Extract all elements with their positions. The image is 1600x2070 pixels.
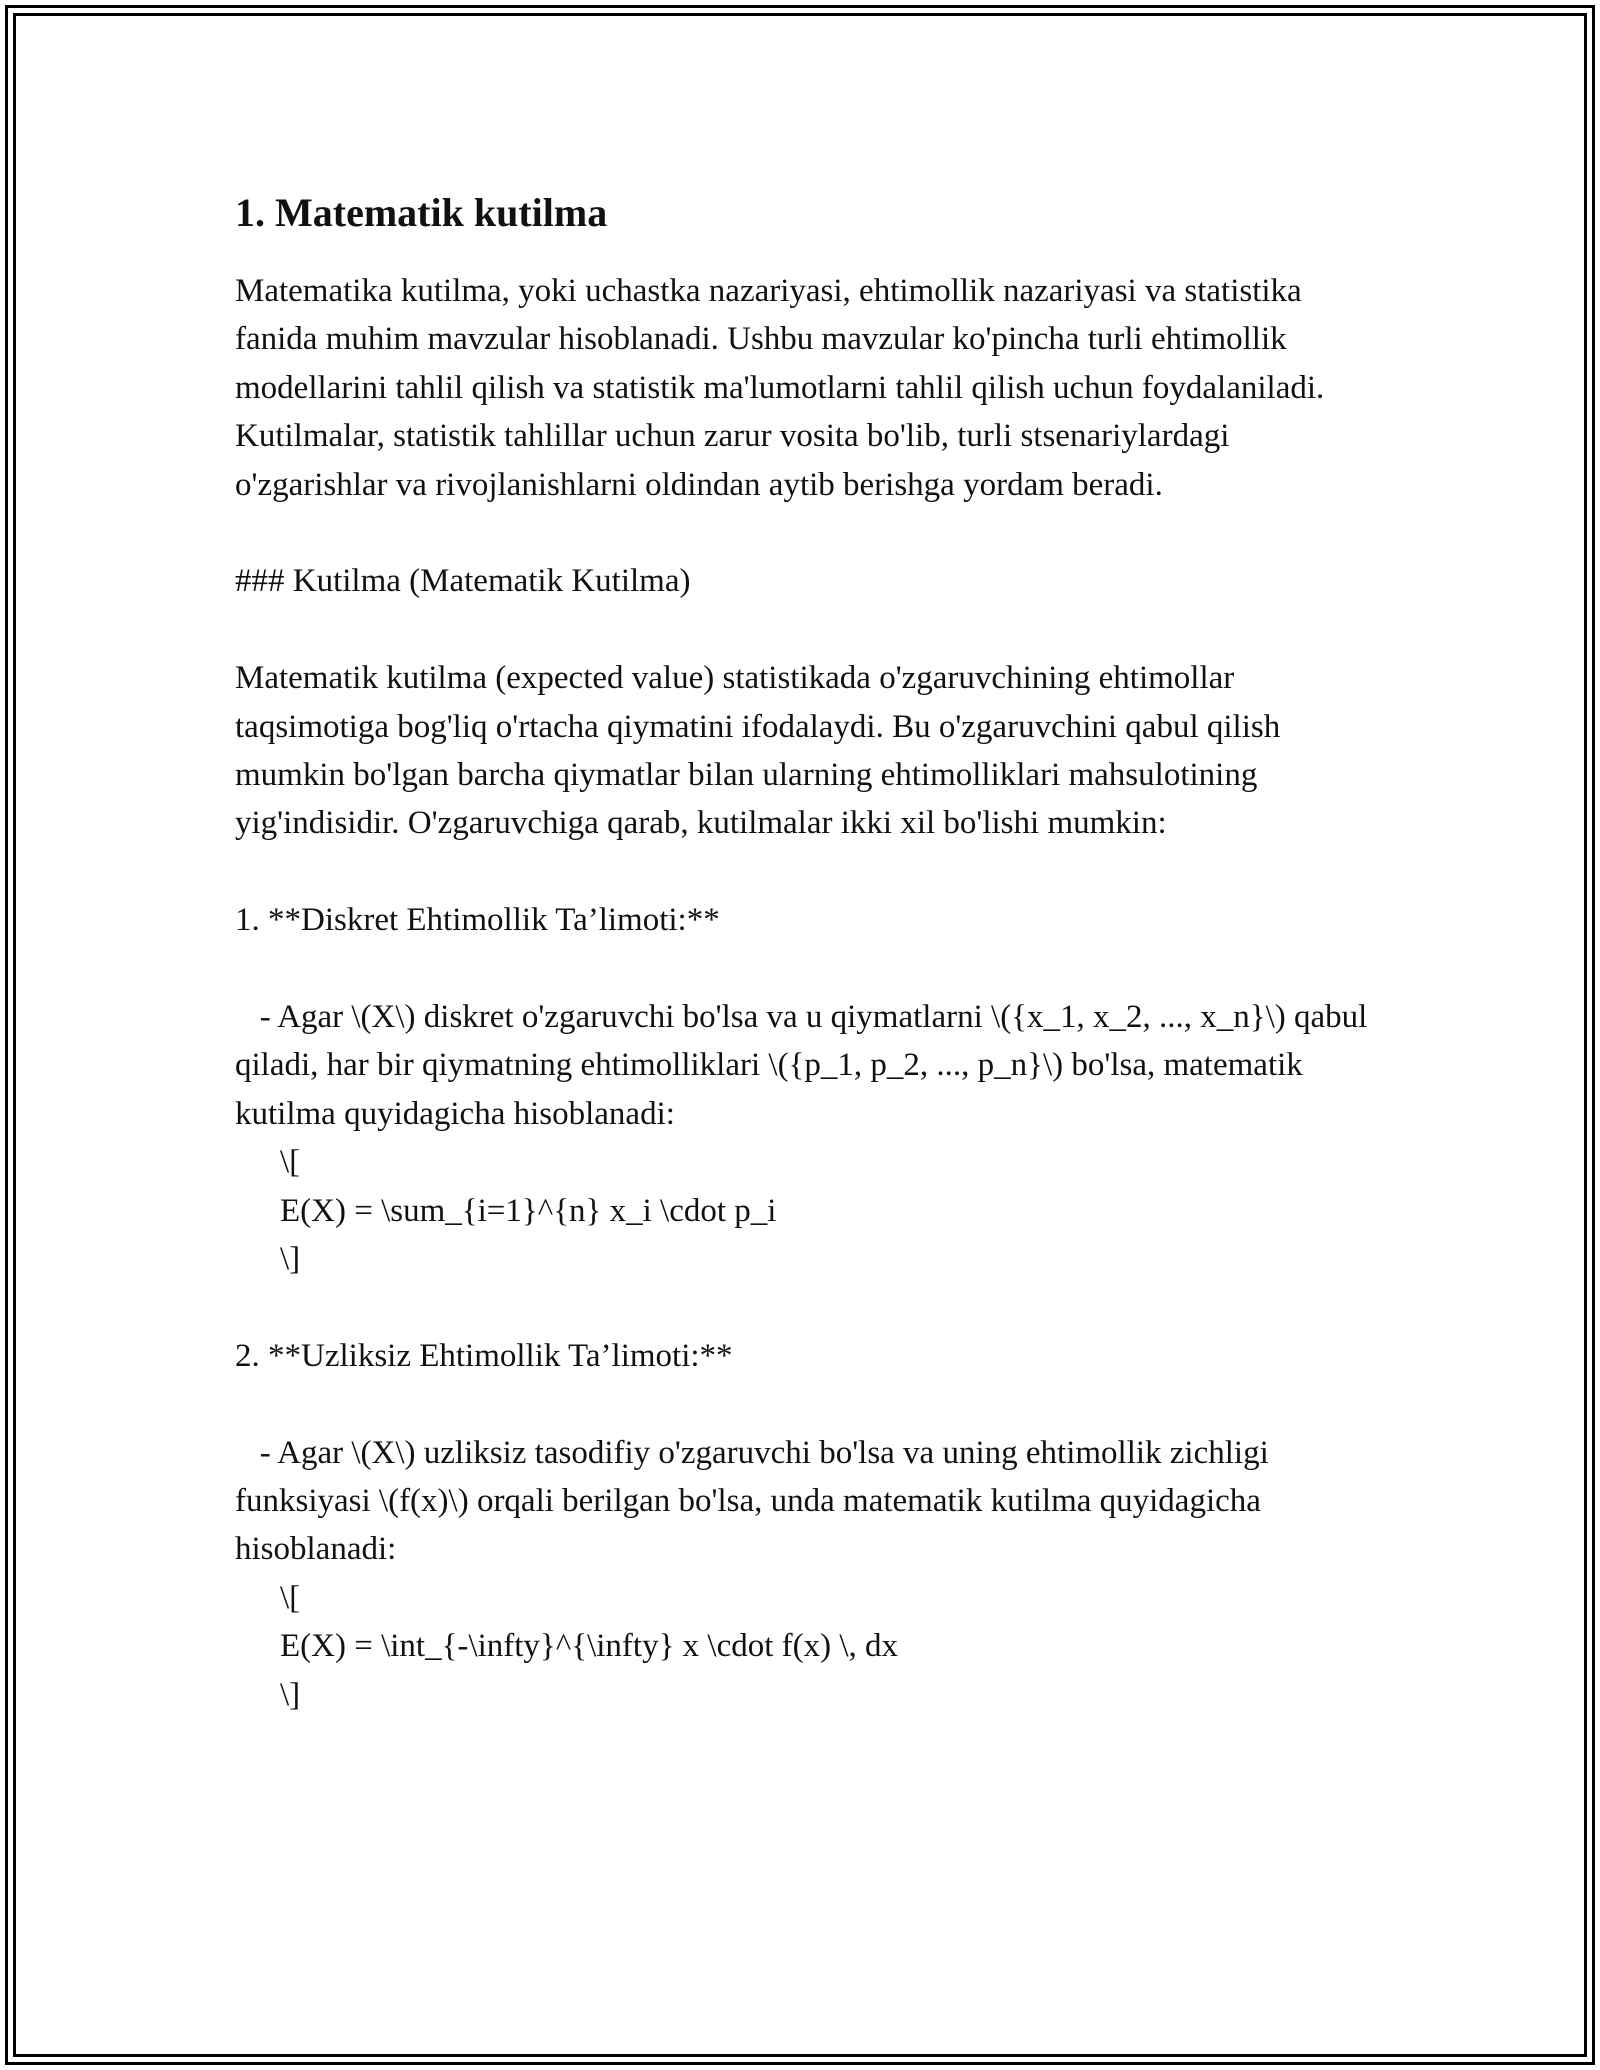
discrete-text-content: - Agar \(X\) diskret o'zgaruvchi bo'lsa va u qiymatlarni \({x_1, x_2, ..., x_n}\) qabul qiladi, har bir qiymatning ehtimolliklari \({p_1, p_2, ..., p_n}\) bo'lsa, matematik kutilma quyidagicha hisoblanadi: — [235, 999, 1368, 1132]
continuous-heading: 2. **Uzliksiz Ehtimollik Ta’limoti:** — [235, 1337, 733, 1374]
discrete-text — [235, 993, 1375, 1138]
intro-paragraph: Matematika kutilma, yoki uchastka nazariyasi, ehtimollik nazariyasi va statistika fanida muhim mavzular hisoblanadi. Ushbu mavzular ko'pincha turli ehtimollik modellarini tahlil qilish va statistik ma'lumotlarni tahlil qilish uchun foydalaniladi. Kutilmalar, statistik tahlillar uchun zarur vosita bo'lib, turli stsenariylardagi o'zgarishlar va rivojlanishlarni oldindan aytib berishga yordam beradi. — [235, 273, 1325, 503]
continuous-formula: E(X) = \int_{-\infty}^{\infty} x \cdot f(x) \, dx — [280, 1628, 899, 1665]
paragraph-spacer — [235, 509, 1375, 557]
discrete-formula: E(X) = \sum_{i=1}^{n} x_i \cdot p_i — [280, 1192, 777, 1229]
continuous-formula-open: \[ — [280, 1579, 301, 1616]
paragraph-spacer — [235, 848, 1375, 896]
paragraph-spacer — [235, 1380, 1375, 1428]
paragraph-spacer — [235, 945, 1375, 993]
continuous-text-content: - Agar \(X\) uzliksiz tasodifiy o'zgaruvchi bo'lsa va uning ehtimollik zichligi funksiyasi \(f(x)\) orqali berilgan bo'lsa, unda matematik kutilma quyidagicha hisoblanadi: — [235, 1434, 1269, 1568]
paragraph-spacer — [235, 1283, 1375, 1331]
document-body — [235, 188, 1375, 1719]
definition-paragraph: Matematik kutilma (expected value) statistikada o'zgaruvchining ehtimollar taqsimotiga bog'liq o'rtacha qiymatini ifodalaydi. Bu o'zgaruvchini qabul qilish mumkin bo'lgan barcha qiymatlar bilan ularning ehtimolliklari mahsulotining yig'indisidir. O'zgaruvchiga qarab, kutilmalar ikki xil bo'lishi mumkin: — [235, 660, 1281, 842]
continuous-formula-close: \] — [280, 1676, 301, 1713]
discrete-formula-open: \[ — [280, 1144, 301, 1181]
subheading: ### Kutilma (Matematik Kutilma) — [235, 563, 691, 600]
continuous-text — [235, 1429, 1375, 1574]
paragraph-spacer — [235, 606, 1375, 654]
section-title: 1. Matematik kutilma — [235, 190, 608, 235]
discrete-heading: 1. **Diskret Ehtimollik Ta’limoti:** — [235, 902, 720, 939]
discrete-formula-close: \] — [280, 1241, 301, 1278]
